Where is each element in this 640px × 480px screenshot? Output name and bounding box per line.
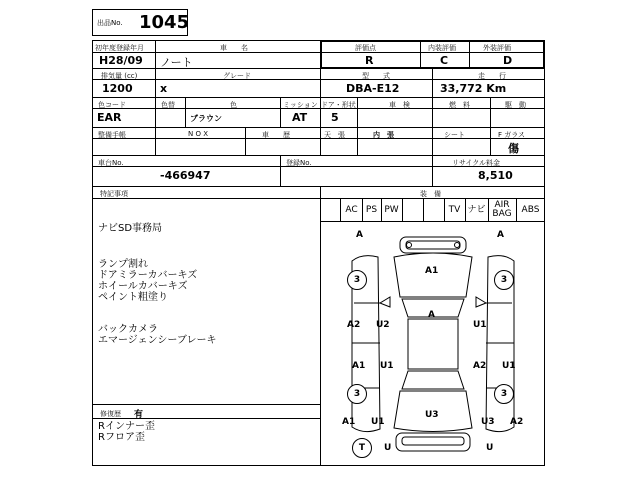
car-damage-diagram [322,223,544,465]
color-code-label: 色コード [98,101,126,109]
inspection-label: 車 検 [389,101,410,109]
door-label: ドア・形状 [321,101,356,109]
seat-label: シート [444,131,465,139]
mark-u1-rear-left: U1 [371,417,385,427]
equip-pw: PW [384,205,399,215]
mark-u3-rear-right: U3 [481,417,495,427]
note-line: エマージェンシーブレーキ [98,335,217,346]
exterior-label: 外装評価 [483,44,511,52]
mileage-label: 走 行 [478,72,506,80]
exterior-value: D [503,54,513,67]
mark-a2-right-door: A2 [473,361,487,371]
notes-label: 特記事項 [100,190,128,198]
year-value: H28/09 [99,54,143,67]
lot-label: 出品No. [97,19,123,27]
tire-fr: 3 [494,270,514,290]
chassis-value: -466947 [160,169,211,182]
note-line: ペイント粗塗り [98,292,168,303]
color-label: 色 [230,101,237,109]
mark-a1-hood: A1 [425,266,439,276]
ceiling-label: 天 張 [324,131,345,139]
year-label: 初年度登録年月 [95,44,144,52]
equip-ac: AC [345,205,358,215]
maintenance-label: 整備手帳 [98,131,126,139]
tire-fl: 3 [347,270,367,290]
lot-box [92,9,188,36]
lot-number: 1045 [139,12,190,33]
repair-line: Rインナー歪 [98,421,155,432]
score-label: 評価点 [355,44,376,52]
doors-value: 5 [331,111,339,124]
tire-rr: 3 [494,384,514,404]
recycle-value: 8,510 [478,169,513,182]
interior-trim-label: 内 張 [373,131,394,139]
grade-value: x [160,82,168,95]
score-value: R [365,54,374,67]
mark-a-front-right: A [497,230,504,240]
cc-value: 1200 [102,82,133,95]
mark-u3-rear: U3 [425,410,439,420]
cc-label: 排気量 (cc) [101,72,138,80]
color-code-value: EAR [97,111,122,124]
mark-a2-rear-right: A2 [510,417,524,427]
registration-label: 登録No. [286,159,312,167]
mark-a2-left: A2 [347,320,361,330]
interior-value: C [440,54,449,67]
equip-ps: PS [365,205,378,215]
repair-value: 有 [134,410,144,420]
equip-airbag: AIR BAG [492,200,512,219]
mission-value: AT [292,111,308,124]
fglass-label: F ガラス [498,131,526,139]
mark-a-roof: A [428,310,435,320]
tire-rl: 3 [347,384,367,404]
note-line: バックカメラ [98,324,158,335]
equipment-label: 装 備 [420,190,441,198]
fglass-value: 傷 [508,142,519,155]
equip-navi: ナビ [467,205,486,215]
drive-label: 駆 動 [505,101,526,109]
model-label: 型 式 [362,72,390,80]
name-label: 車 名 [220,44,248,52]
note-line: ドアミラーカバーキズ [98,270,198,281]
mark-u-right-bottom: U [486,443,494,453]
mark-u-left-bottom: U [384,443,392,453]
history-label: 車 歴 [262,131,290,139]
mark-a1-left-door: A1 [352,361,366,371]
note-line: ホイールカバーキズ [98,281,188,292]
mark-u2-left: U2 [376,320,390,330]
model-value: DBA-E12 [346,82,400,95]
note-line: ランプ割れ [98,259,148,270]
color-change-label: 色替 [161,101,175,109]
mark-u1-left-door: U1 [380,361,394,371]
note-line: ナビSD事務局 [98,223,163,234]
grade-label: グレード [223,72,251,80]
mark-a1-rear-left: A1 [342,417,356,427]
mark-a-front-left: A [356,230,363,240]
interior-label: 内装評価 [428,44,456,52]
car-name-value: ノート [160,56,193,69]
repair-line: Rフロア歪 [98,432,145,443]
mark-u1-right: U1 [473,320,487,330]
mission-label: ミッション [283,101,318,109]
mark-t: T [352,438,372,458]
nox-label: N O X [188,130,208,138]
recycle-label: リサイクル料金 [452,159,501,167]
fuel-label: 燃 料 [449,101,470,109]
repair-label: 修復歴 [100,410,121,418]
equip-abs: ABS [521,205,540,215]
equip-tv: TV [448,205,461,215]
mileage-value: 33,772 Km [440,82,507,95]
color-value: ブラウン [190,114,222,123]
mark-u1-right-door: U1 [502,361,516,371]
chassis-label: 車台No. [98,159,124,167]
